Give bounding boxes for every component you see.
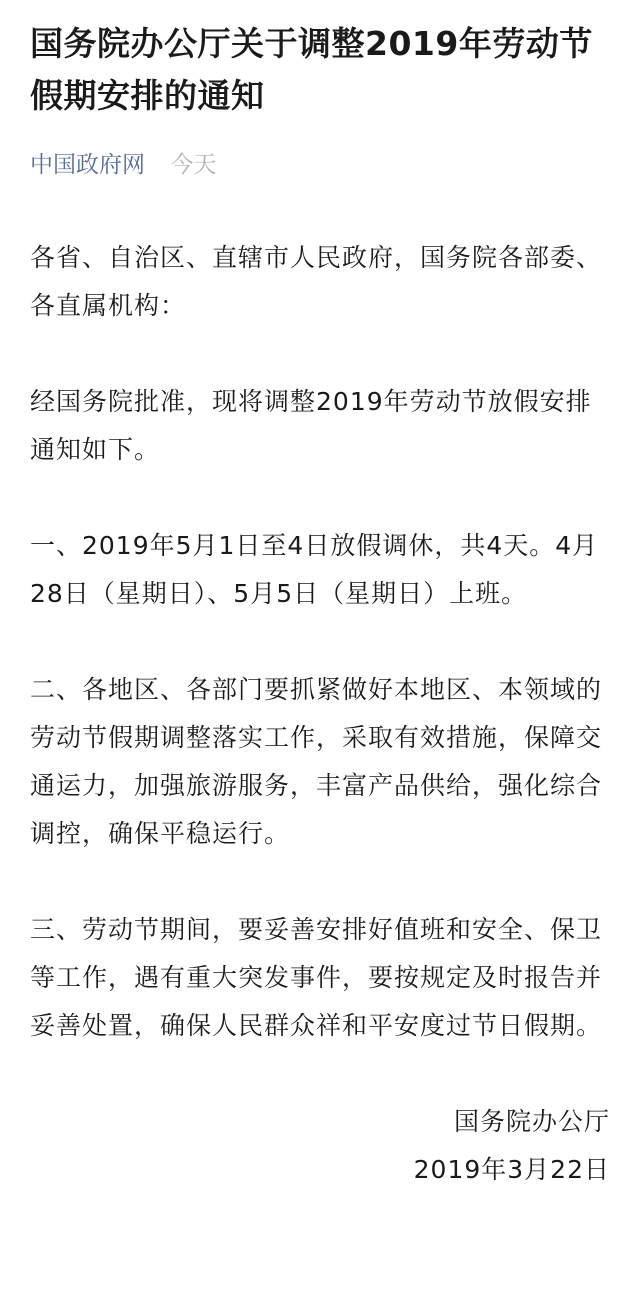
paragraph-intro: 经国务院批准，现将调整2019年劳动节放假安排通知如下。	[30, 387, 592, 464]
paragraph-item-3: 三、劳动节期间，要妥善安排好值班和安全、保卫等工作，遇有重大突发事件，要按规定及时报告并妥善处置，确保人民群众祥和平安度过节日假期。	[30, 915, 603, 1040]
signature-block	[30, 1098, 610, 1194]
paragraph-greeting: 各省、自治区、直辖市人民政府，国务院各部委、各直属机构：	[30, 243, 603, 320]
article-meta	[30, 150, 610, 180]
article-content	[30, 234, 610, 1050]
signature-issuer: 国务院办公厅	[453, 1107, 610, 1136]
publish-time: 今天	[170, 152, 217, 178]
article-title: 国务院办公厅关于调整2019年劳动节假期安排的通知	[30, 24, 593, 115]
paragraph-item-1: 一、2019年5月1日至4日放假调休，共4天。4月28日（星期日）、5月5日（星期日）上班。	[30, 531, 599, 608]
signature-date: 2019年3月22日	[413, 1155, 610, 1184]
source-link[interactable]: 中国政府网	[30, 152, 145, 178]
paragraph-item-2: 二、各地区、各部门要抓紧做好本地区、本领域的劳动节假期调整落实工作，采取有效措施，保障交通运力，加强旅游服务，丰富产品供给，强化综合调控，确保平稳运行。	[30, 675, 603, 848]
